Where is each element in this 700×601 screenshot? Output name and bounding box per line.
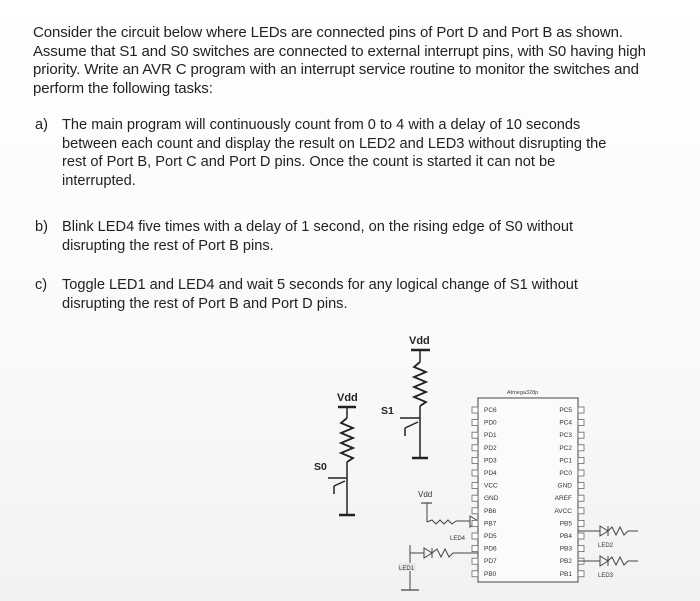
chip-pin-pd2	[472, 445, 478, 451]
chip-pin-vcc	[472, 483, 478, 489]
vdd-left-label: Vdd	[337, 392, 358, 404]
chip-pin-pb0	[472, 571, 478, 577]
task-b-label: b)	[35, 219, 48, 235]
s1-label: S1	[381, 405, 394, 417]
chip-pin-pb4	[578, 533, 584, 539]
chip-pin-label: PC5	[559, 407, 572, 414]
task-a-label: a)	[35, 117, 48, 133]
chip-pin-pb5	[578, 520, 584, 526]
atmega328p-chip	[472, 390, 584, 582]
chip-pin-label: PB4	[559, 533, 572, 540]
chip-pin-pb6	[472, 508, 478, 514]
chip-pin-pc1	[578, 457, 584, 463]
led2-branch	[578, 526, 638, 549]
chip-pin-label: PC1	[559, 457, 572, 465]
s1-pullup-resistor	[414, 362, 426, 406]
chip-pin-pd4	[472, 470, 478, 476]
chip-pin-gnd	[472, 495, 478, 501]
chip-pin-label: GND	[484, 495, 499, 503]
chip-name-label: Atmega328p	[507, 390, 539, 396]
chip-pin-label: PD2	[484, 444, 497, 452]
chip-pin-pb3	[578, 546, 584, 552]
led3-label: LED3	[598, 573, 614, 579]
chip-pin-pb1	[578, 571, 584, 577]
vdd-top-label: Vdd	[409, 335, 430, 347]
chip-pin-pd5	[472, 533, 478, 539]
chip-pin-label: VCC	[484, 482, 498, 490]
s0-label: S0	[314, 461, 327, 473]
circuit-schematic	[0, 320, 700, 601]
chip-pin-label: AREF	[554, 495, 572, 503]
chip-pin-label: PD4	[484, 470, 497, 477]
task-c-label: c)	[35, 277, 48, 293]
chip-pin-pc6	[472, 407, 478, 413]
chip-pin-label: PB2	[559, 558, 572, 566]
chip-pin-pd0	[472, 420, 478, 426]
chip-pin-pd6	[472, 546, 478, 552]
led3-diode-symbol	[600, 556, 608, 566]
chip-pin-label: PD5	[484, 533, 497, 540]
chip-pin-aref	[578, 495, 584, 501]
chip-pin-label: PD3	[484, 457, 497, 465]
chip-pin-label: PD7	[484, 558, 497, 566]
led1-diode-symbol	[424, 548, 432, 558]
s1-switch-contact	[405, 422, 418, 428]
chip-pin-label: PB0	[484, 570, 497, 578]
s1-switch-branch	[381, 335, 430, 458]
chip-pin-label: PD1	[484, 432, 497, 440]
chip-pin-pd1	[472, 432, 478, 438]
chip-pin-label: PB7	[484, 520, 497, 528]
chip-pin-label: PD0	[484, 419, 497, 427]
chip-pin-avcc	[578, 508, 584, 514]
s0-switch-branch	[314, 392, 358, 515]
s0-switch-contact	[334, 481, 345, 486]
chip-pin-pd7	[472, 558, 478, 564]
led1-branch	[398, 536, 480, 590]
chip-pin-pd3	[472, 457, 478, 463]
chip-pin-pb7	[472, 520, 478, 526]
chip-pin-label: PB5	[559, 520, 572, 528]
led1-label: LED1	[399, 566, 415, 572]
chip-pin-label: GND	[557, 482, 572, 490]
chip-pin-label: PB6	[484, 507, 497, 515]
chip-pin-label: PB3	[559, 545, 572, 553]
chip-pin-pc5	[578, 407, 584, 413]
chip-pin-pc4	[578, 420, 584, 426]
problem-intro: Consider the circuit below where LEDs are connected pins of Port D and Port B as shown. Assume that S1 and S0 switches are connected to external interrupt pins, with S0 having high priority. Write an AVR C program with an interrupt service routine to monitor the switches and perform the following tasks:	[33, 24, 646, 97]
chip-pin-label: PC6	[484, 407, 497, 414]
chip-pin-label: PB1	[559, 570, 572, 578]
chip-pin-label: PC0	[559, 470, 572, 477]
led2-label: LED2	[598, 543, 614, 549]
chip-pin-label: PC3	[559, 432, 572, 440]
chip-pin-pc0	[578, 470, 584, 476]
led2-diode-symbol	[600, 526, 608, 536]
chip-pin-label: PD6	[484, 545, 497, 553]
chip-pin-label: AVCC	[554, 507, 572, 515]
task-c-text: Toggle LED1 and LED4 and wait 5 seconds for any logical change of S1 without disrupting the rest of Port B and Port D pins.	[62, 277, 578, 312]
task-a-text: The main program will continuously count from 0 to 4 with a delay of 10 seconds between each count and display the result on LED2 and LED3 without disrupting the rest of Port B, Port C and Port D pins. Once the count is started it can not be interrupted.	[62, 117, 607, 189]
chip-pin-pc2	[578, 445, 584, 451]
chip-pin-gnd	[578, 483, 584, 489]
s0-pullup-resistor	[341, 418, 353, 462]
vdd-mid-label: Vdd	[418, 490, 433, 499]
led4-label: LED4	[450, 536, 466, 542]
chip-pin-pc3	[578, 432, 584, 438]
task-b-text: Blink LED4 five times with a delay of 1 second, on the rising edge of S0 without disrupting the rest of Port B pins.	[62, 219, 574, 254]
chip-pin-label: PC4	[559, 419, 572, 427]
led3-branch	[578, 556, 638, 579]
chip-pin-label: PC2	[559, 444, 572, 452]
